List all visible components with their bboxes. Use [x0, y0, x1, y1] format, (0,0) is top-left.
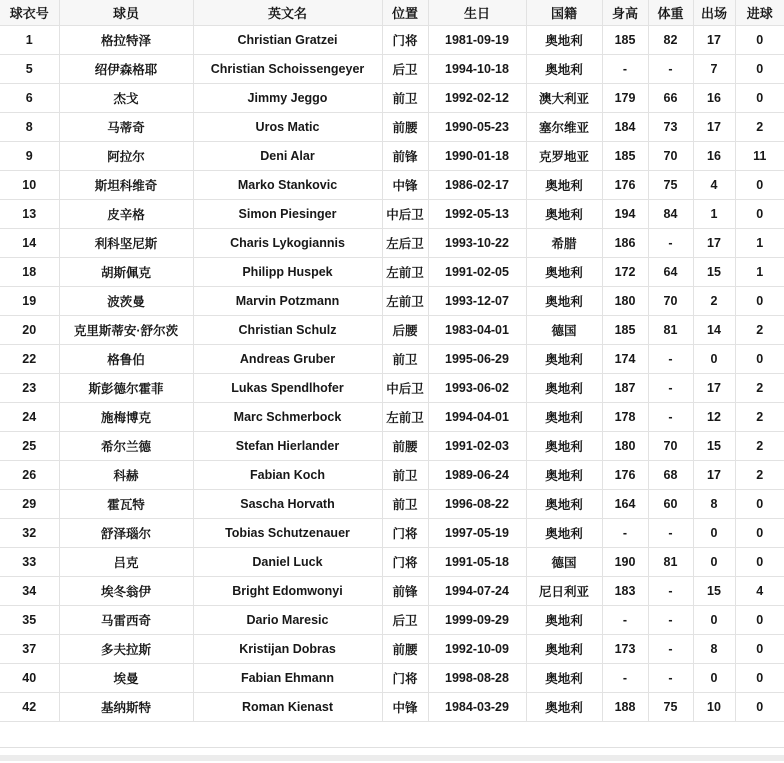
cell-goals: 1: [735, 258, 784, 287]
cell-birthday: 1983-04-01: [428, 316, 526, 345]
cell-weight: 66: [648, 84, 693, 113]
table-row: [0, 113, 784, 142]
cell-apps: 0: [693, 606, 735, 635]
cell-height: 179: [602, 84, 648, 113]
cell-birthday: 1993-06-02: [428, 374, 526, 403]
cell-apps: 8: [693, 635, 735, 664]
cell-en_name: Christian Gratzei: [193, 26, 382, 55]
cell-position: 前卫: [382, 461, 428, 490]
cell-en_name: Kristijan Dobras: [193, 635, 382, 664]
players-table-head: [0, 0, 784, 26]
table-row: [0, 519, 784, 548]
cell-height: -: [602, 606, 648, 635]
cell-name: 希尔兰德: [59, 432, 193, 461]
cell-goals: 0: [735, 519, 784, 548]
cell-name: 格鲁伯: [59, 345, 193, 374]
table-row: [0, 287, 784, 316]
cell-birthday: 1994-07-24: [428, 577, 526, 606]
cell-name: 马蒂奇: [59, 113, 193, 142]
cell-name: 克里斯蒂安·舒尔茨: [59, 316, 193, 345]
cell-apps: 15: [693, 577, 735, 606]
cell-en_name: Charis Lykogiannis: [193, 229, 382, 258]
table-row: [0, 374, 784, 403]
footer-gap: [0, 748, 784, 755]
cell-en_name: Tobias Schutzenauer: [193, 519, 382, 548]
cell-en_name: Marko Stankovic: [193, 171, 382, 200]
table-row: [0, 84, 784, 113]
cell-number: 32: [0, 519, 59, 548]
cell-birthday: 1995-06-29: [428, 345, 526, 374]
cell-number: 37: [0, 635, 59, 664]
cell-nationality: 奥地利: [526, 490, 602, 519]
cell-birthday: 1993-10-22: [428, 229, 526, 258]
cell-weight: -: [648, 403, 693, 432]
cell-position: 左前卫: [382, 258, 428, 287]
cell-position: 后腰: [382, 316, 428, 345]
table-row: [0, 200, 784, 229]
cell-goals: 4: [735, 577, 784, 606]
cell-apps: 17: [693, 113, 735, 142]
cell-birthday: 1981-09-19: [428, 26, 526, 55]
cell-name: 基纳斯特: [59, 693, 193, 722]
cell-position: 中后卫: [382, 200, 428, 229]
cell-height: 185: [602, 26, 648, 55]
cell-number: 40: [0, 664, 59, 693]
cell-weight: 75: [648, 693, 693, 722]
cell-goals: 0: [735, 84, 784, 113]
cell-name: 多夫拉斯: [59, 635, 193, 664]
cell-apps: 17: [693, 229, 735, 258]
cell-birthday: 1999-09-29: [428, 606, 526, 635]
cell-en_name: Fabian Koch: [193, 461, 382, 490]
cell-goals: 0: [735, 635, 784, 664]
cell-apps: 1: [693, 200, 735, 229]
cell-nationality: 奥地利: [526, 693, 602, 722]
cell-height: 194: [602, 200, 648, 229]
cell-apps: 2: [693, 287, 735, 316]
cell-position: 中后卫: [382, 374, 428, 403]
cell-height: 184: [602, 113, 648, 142]
table-row: [0, 664, 784, 693]
cell-birthday: 1992-10-09: [428, 635, 526, 664]
cell-number: 42: [0, 693, 59, 722]
cell-weight: -: [648, 374, 693, 403]
cell-en_name: Andreas Gruber: [193, 345, 382, 374]
cell-weight: -: [648, 664, 693, 693]
cell-position: 前锋: [382, 577, 428, 606]
cell-birthday: 1990-01-18: [428, 142, 526, 171]
cell-weight: 75: [648, 171, 693, 200]
cell-weight: -: [648, 229, 693, 258]
cell-goals: 0: [735, 490, 784, 519]
cell-goals: 0: [735, 287, 784, 316]
cell-nationality: 奥地利: [526, 374, 602, 403]
cell-en_name: Philipp Huspek: [193, 258, 382, 287]
cell-weight: 73: [648, 113, 693, 142]
table-row: [0, 461, 784, 490]
cell-position: 门将: [382, 26, 428, 55]
cell-birthday: 1992-02-12: [428, 84, 526, 113]
cell-height: 183: [602, 577, 648, 606]
cell-height: 176: [602, 461, 648, 490]
cell-en_name: Deni Alar: [193, 142, 382, 171]
cell-goals: 0: [735, 548, 784, 577]
cell-apps: 0: [693, 548, 735, 577]
cell-height: 185: [602, 316, 648, 345]
cell-goals: 0: [735, 26, 784, 55]
cell-apps: 0: [693, 345, 735, 374]
cell-weight: 70: [648, 287, 693, 316]
col-header-position: 位置: [382, 0, 428, 26]
cell-height: 173: [602, 635, 648, 664]
cell-position: 左前卫: [382, 403, 428, 432]
table-row: [0, 490, 784, 519]
footer-divider-bar: [0, 755, 784, 761]
cell-name: 霍瓦特: [59, 490, 193, 519]
cell-number: 22: [0, 345, 59, 374]
cell-height: 178: [602, 403, 648, 432]
cell-number: 34: [0, 577, 59, 606]
cell-weight: 68: [648, 461, 693, 490]
cell-nationality: 奥地利: [526, 287, 602, 316]
cell-birthday: 1991-02-05: [428, 258, 526, 287]
cell-birthday: 1998-08-28: [428, 664, 526, 693]
cell-apps: 15: [693, 258, 735, 287]
cell-height: -: [602, 519, 648, 548]
cell-apps: 17: [693, 374, 735, 403]
cell-name: 舒泽瑙尔: [59, 519, 193, 548]
cell-number: 1: [0, 26, 59, 55]
cell-position: 中锋: [382, 693, 428, 722]
cell-number: 9: [0, 142, 59, 171]
cell-weight: -: [648, 55, 693, 84]
cell-name: 绍伊森格耶: [59, 55, 193, 84]
cell-nationality: 希腊: [526, 229, 602, 258]
cell-en_name: Uros Matic: [193, 113, 382, 142]
cell-apps: 17: [693, 461, 735, 490]
cell-en_name: Fabian Ehmann: [193, 664, 382, 693]
cell-weight: 60: [648, 490, 693, 519]
cell-weight: 84: [648, 200, 693, 229]
cell-nationality: 奥地利: [526, 26, 602, 55]
cell-weight: -: [648, 635, 693, 664]
cell-en_name: Dario Maresic: [193, 606, 382, 635]
cell-en_name: Christian Schoissengeyer: [193, 55, 382, 84]
table-row: [0, 26, 784, 55]
cell-birthday: 1991-05-18: [428, 548, 526, 577]
col-header-apps: 出场: [693, 0, 735, 26]
cell-position: 前卫: [382, 84, 428, 113]
table-row: [0, 432, 784, 461]
cell-number: 25: [0, 432, 59, 461]
cell-height: 176: [602, 171, 648, 200]
cell-number: 19: [0, 287, 59, 316]
col-header-goals: 进球: [735, 0, 784, 26]
cell-apps: 16: [693, 84, 735, 113]
cell-number: 20: [0, 316, 59, 345]
cell-goals: 2: [735, 374, 784, 403]
cell-height: -: [602, 664, 648, 693]
cell-goals: 0: [735, 55, 784, 84]
cell-height: 172: [602, 258, 648, 287]
cell-position: 门将: [382, 519, 428, 548]
table-row: [0, 142, 784, 171]
cell-name: 埃曼: [59, 664, 193, 693]
cell-goals: 2: [735, 113, 784, 142]
cell-weight: 70: [648, 432, 693, 461]
cell-nationality: 奥地利: [526, 519, 602, 548]
table-row: [0, 229, 784, 258]
table-row: [0, 577, 784, 606]
cell-name: 杰戈: [59, 84, 193, 113]
cell-weight: -: [648, 345, 693, 374]
cell-en_name: Lukas Spendlhofer: [193, 374, 382, 403]
cell-goals: 0: [735, 345, 784, 374]
cell-apps: 0: [693, 664, 735, 693]
cell-goals: 2: [735, 432, 784, 461]
cell-number: 35: [0, 606, 59, 635]
cell-number: 5: [0, 55, 59, 84]
cell-height: 185: [602, 142, 648, 171]
cell-weight: 82: [648, 26, 693, 55]
table-row: [0, 171, 784, 200]
table-row: [0, 55, 784, 84]
cell-number: 33: [0, 548, 59, 577]
cell-position: 左前卫: [382, 287, 428, 316]
cell-en_name: Marc Schmerbock: [193, 403, 382, 432]
cell-birthday: 1990-05-23: [428, 113, 526, 142]
cell-weight: -: [648, 577, 693, 606]
cell-number: 24: [0, 403, 59, 432]
col-header-birthday: 生日: [428, 0, 526, 26]
cell-height: 174: [602, 345, 648, 374]
cell-apps: 4: [693, 171, 735, 200]
cell-en_name: Roman Kienast: [193, 693, 382, 722]
players-table-body: [0, 26, 784, 722]
cell-nationality: 德国: [526, 316, 602, 345]
cell-apps: 17: [693, 26, 735, 55]
cell-goals: 1: [735, 229, 784, 258]
cell-birthday: 1996-08-22: [428, 490, 526, 519]
cell-position: 前腰: [382, 432, 428, 461]
cell-en_name: Daniel Luck: [193, 548, 382, 577]
cell-apps: 16: [693, 142, 735, 171]
cell-height: 180: [602, 432, 648, 461]
cell-nationality: 奥地利: [526, 200, 602, 229]
cell-apps: 8: [693, 490, 735, 519]
table-row: [0, 606, 784, 635]
cell-height: 164: [602, 490, 648, 519]
cell-number: 8: [0, 113, 59, 142]
table-row: [0, 258, 784, 287]
cell-name: 科赫: [59, 461, 193, 490]
table-row: [0, 316, 784, 345]
table-header-row: [0, 0, 784, 26]
cell-apps: 0: [693, 519, 735, 548]
cell-nationality: 奥地利: [526, 635, 602, 664]
cell-weight: -: [648, 519, 693, 548]
col-header-en_name: 英文名: [193, 0, 382, 26]
cell-position: 中锋: [382, 171, 428, 200]
cell-number: 14: [0, 229, 59, 258]
cell-en_name: Stefan Hierlander: [193, 432, 382, 461]
cell-name: 格拉特泽: [59, 26, 193, 55]
cell-nationality: 奥地利: [526, 55, 602, 84]
cell-birthday: 1993-12-07: [428, 287, 526, 316]
cell-nationality: 奥地利: [526, 258, 602, 287]
cell-goals: 0: [735, 200, 784, 229]
cell-number: 18: [0, 258, 59, 287]
cell-height: 180: [602, 287, 648, 316]
cell-birthday: 1994-10-18: [428, 55, 526, 84]
table-row: [0, 548, 784, 577]
cell-birthday: 1989-06-24: [428, 461, 526, 490]
col-header-weight: 体重: [648, 0, 693, 26]
cell-en_name: Marvin Potzmann: [193, 287, 382, 316]
cell-height: 187: [602, 374, 648, 403]
col-header-name: 球员: [59, 0, 193, 26]
cell-nationality: 德国: [526, 548, 602, 577]
cell-name: 波茨曼: [59, 287, 193, 316]
col-header-height: 身高: [602, 0, 648, 26]
cell-birthday: 1997-05-19: [428, 519, 526, 548]
cell-height: 188: [602, 693, 648, 722]
cell-apps: 15: [693, 432, 735, 461]
cell-number: 6: [0, 84, 59, 113]
cell-birthday: 1991-02-03: [428, 432, 526, 461]
cell-number: 13: [0, 200, 59, 229]
cell-weight: -: [648, 606, 693, 635]
cell-position: 前腰: [382, 113, 428, 142]
col-header-nationality: 国籍: [526, 0, 602, 26]
cell-position: 后卫: [382, 606, 428, 635]
cell-birthday: 1986-02-17: [428, 171, 526, 200]
cell-number: 26: [0, 461, 59, 490]
cell-height: 190: [602, 548, 648, 577]
cell-nationality: 奥地利: [526, 664, 602, 693]
cell-apps: 14: [693, 316, 735, 345]
cell-birthday: 1984-03-29: [428, 693, 526, 722]
table-row: [0, 635, 784, 664]
cell-position: 前卫: [382, 345, 428, 374]
cell-name: 马雷西奇: [59, 606, 193, 635]
cell-goals: 11: [735, 142, 784, 171]
cell-weight: 81: [648, 548, 693, 577]
cell-height: -: [602, 55, 648, 84]
cell-goals: 0: [735, 606, 784, 635]
cell-position: 后卫: [382, 55, 428, 84]
cell-en_name: Christian Schulz: [193, 316, 382, 345]
cell-nationality: 奥地利: [526, 461, 602, 490]
cell-apps: 12: [693, 403, 735, 432]
cell-number: 29: [0, 490, 59, 519]
cell-nationality: 奥地利: [526, 171, 602, 200]
cell-position: 门将: [382, 664, 428, 693]
cell-nationality: 奥地利: [526, 345, 602, 374]
cell-weight: 64: [648, 258, 693, 287]
cell-position: 前卫: [382, 490, 428, 519]
cell-goals: 0: [735, 664, 784, 693]
cell-name: 施梅博克: [59, 403, 193, 432]
cell-en_name: Simon Piesinger: [193, 200, 382, 229]
cell-apps: 7: [693, 55, 735, 84]
cell-goals: 2: [735, 461, 784, 490]
cell-apps: 10: [693, 693, 735, 722]
cell-name: 斯坦科维奇: [59, 171, 193, 200]
cell-nationality: 澳大利亚: [526, 84, 602, 113]
cell-nationality: 尼日利亚: [526, 577, 602, 606]
cell-birthday: 1994-04-01: [428, 403, 526, 432]
cell-name: 埃冬翁伊: [59, 577, 193, 606]
col-header-number: 球衣号: [0, 0, 59, 26]
cell-position: 左后卫: [382, 229, 428, 258]
cell-goals: 0: [735, 693, 784, 722]
cell-goals: 2: [735, 316, 784, 345]
cell-nationality: 奥地利: [526, 606, 602, 635]
cell-nationality: 奥地利: [526, 432, 602, 461]
cell-name: 斯彭德尔霍菲: [59, 374, 193, 403]
cell-height: 186: [602, 229, 648, 258]
cell-en_name: Sascha Horvath: [193, 490, 382, 519]
cell-position: 前腰: [382, 635, 428, 664]
cell-name: 阿拉尔: [59, 142, 193, 171]
cell-number: 23: [0, 374, 59, 403]
cell-en_name: Bright Edomwonyi: [193, 577, 382, 606]
cell-en_name: Jimmy Jeggo: [193, 84, 382, 113]
cell-weight: 70: [648, 142, 693, 171]
table-row: [0, 345, 784, 374]
cell-goals: 0: [735, 171, 784, 200]
cell-number: 10: [0, 171, 59, 200]
table-row: [0, 403, 784, 432]
empty-footer-row: [0, 722, 784, 748]
cell-position: 前锋: [382, 142, 428, 171]
cell-name: 皮辛格: [59, 200, 193, 229]
cell-nationality: 塞尔维亚: [526, 113, 602, 142]
cell-goals: 2: [735, 403, 784, 432]
cell-nationality: 克罗地亚: [526, 142, 602, 171]
cell-nationality: 奥地利: [526, 403, 602, 432]
cell-birthday: 1992-05-13: [428, 200, 526, 229]
cell-position: 门将: [382, 548, 428, 577]
cell-weight: 81: [648, 316, 693, 345]
table-row: [0, 693, 784, 722]
cell-name: 利科坚尼斯: [59, 229, 193, 258]
cell-name: 吕克: [59, 548, 193, 577]
cell-name: 胡斯佩克: [59, 258, 193, 287]
